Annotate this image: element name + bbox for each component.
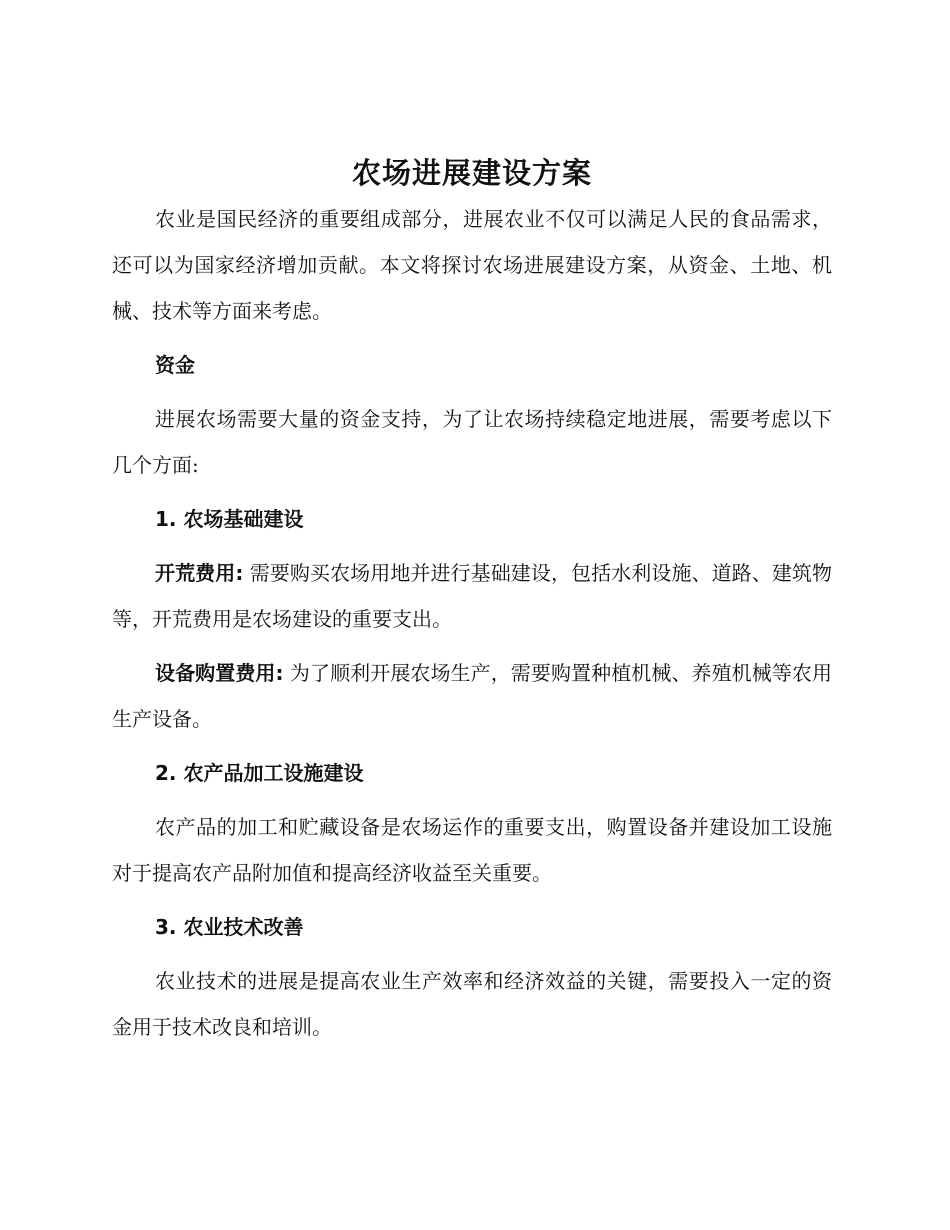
item1-p2-label: 设备购置费用: (155, 661, 284, 685)
item2-paragraph: 农产品的加工和贮藏设备是农场运作的重要支出，购置设备并建设加工设施对于提高农产品附加值和提高经济收益至关重要。 (112, 815, 832, 885)
item3-heading: 3. 农业技术改善 (155, 915, 304, 939)
document-title: 农场进展建设方案 (351, 156, 592, 190)
item1-paragraph-1 (112, 550, 832, 642)
item1-paragraph-2 (112, 650, 832, 742)
item1-p1-text: 需要购买农场用地并进行基础建设，包括水利设施、道路、建筑物等，开荒费用是农场建设的重要支出。 (112, 561, 833, 631)
funds-paragraph: 进展农场需要大量的资金支持，为了让农场持续稳定地进展，需要考虑以下几个方面: (112, 407, 832, 477)
item2-heading: 2. 农产品加工设施建设 (155, 761, 364, 785)
item1-heading: 1. 农场基础建设 (155, 507, 304, 531)
document-page (112, 150, 832, 1050)
section-heading-funds: 资金 (155, 353, 195, 377)
item1-p2-text: 为了顺利开展农场生产，需要购置种植机械、养殖机械等农用生产设备。 (112, 661, 833, 731)
item3-paragraph: 农业技术的进展是提高农业生产效率和经济效益的关键，需要投入一定的资金用于技术改良和培训。 (112, 969, 832, 1039)
intro-paragraph: 农业是国民经济的重要组成部分，进展农业不仅可以满足人民的食品需求，还可以为国家经济增加贡献。本文将探讨农场进展建设方案，从资金、土地、机械、技术等方面来考虑。 (112, 207, 832, 323)
item1-p1-label: 开荒费用: (155, 561, 244, 585)
